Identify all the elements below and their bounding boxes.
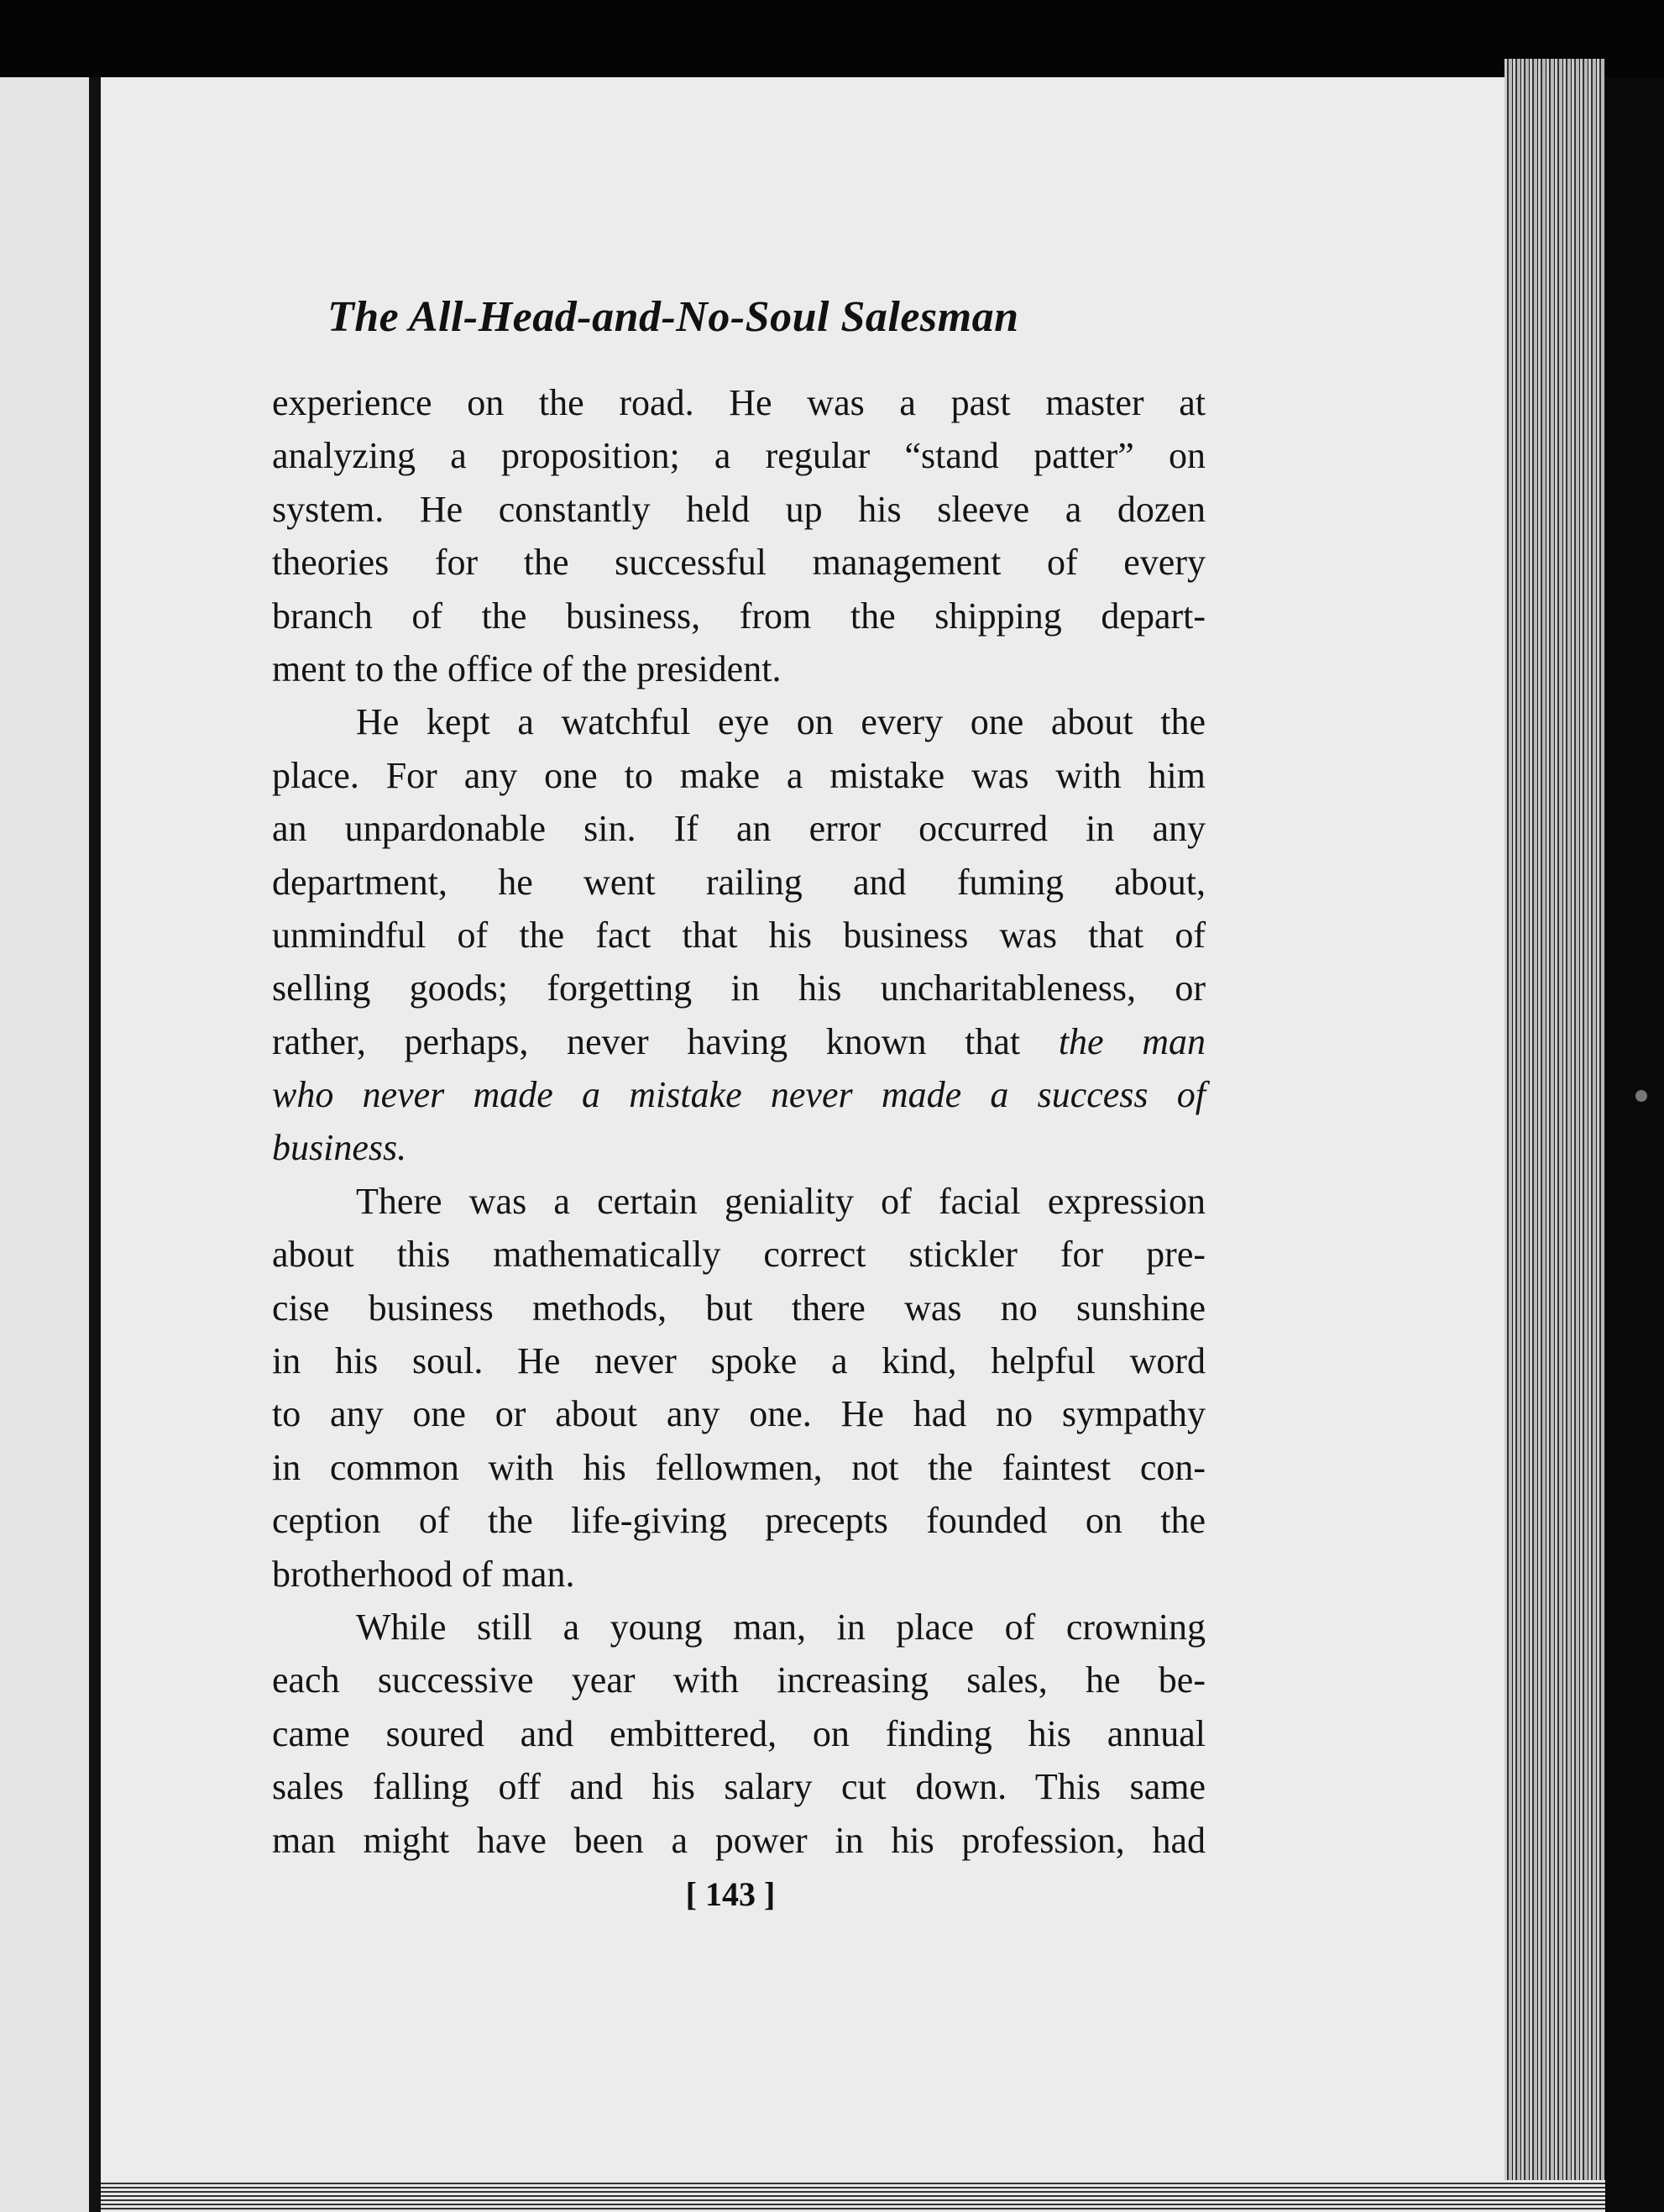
line-text: each successive year with increasing sales, he be- — [272, 1659, 1206, 1701]
line-text: unmindful of the fact that his business was that of — [272, 914, 1206, 956]
text-line — [272, 483, 1206, 536]
line-text: to any one or about any one. He had no sympathy — [272, 1393, 1206, 1435]
ink-blot — [1635, 1090, 1647, 1102]
line-text: experience on the road. He was a past master at — [272, 382, 1206, 423]
line-text: ment to the office of the president. — [272, 647, 782, 689]
line-text: analyzing a proposition; a regular “stand patter” on — [272, 435, 1206, 477]
line-text: theories for the successful management of every — [272, 542, 1206, 584]
facing-page-edge — [0, 77, 94, 2212]
text-line — [272, 1068, 1206, 1121]
line-text: branch of the business, from the shipping depart- — [272, 595, 1206, 637]
line-italic-text: business. — [272, 1127, 407, 1169]
page-bottom-edge — [101, 2180, 1605, 2212]
text-line — [272, 590, 1206, 642]
line-text: in common with his fellowmen, not the faintest con- — [272, 1446, 1206, 1488]
page-stack-edge — [1504, 59, 1605, 2212]
text-line — [272, 1707, 1206, 1760]
line-text: selling goods; forgetting in his uncharitableness, or — [272, 967, 1206, 1009]
body-text — [272, 376, 1206, 1867]
text-line — [272, 1814, 1206, 1867]
line-text: ception of the life-giving precepts founded on the — [272, 1500, 1206, 1542]
text-line — [272, 1441, 1206, 1494]
line-text: system. He constantly held up his sleeve a dozen — [272, 488, 1206, 530]
line-text: in his soul. He never spoke a kind, helpful word — [272, 1340, 1206, 1382]
text-line — [272, 1228, 1206, 1281]
line-text: place. For any one to make a mistake was with him — [272, 754, 1206, 796]
text-line — [272, 1015, 1206, 1068]
text-line — [272, 1654, 1206, 1706]
text-line — [272, 856, 1206, 909]
line-text: man might have been a power in his profession, had — [272, 1819, 1206, 1861]
text-line — [272, 536, 1206, 589]
line-text: He kept a watchful eye on every one about the — [356, 701, 1206, 743]
text-line — [272, 909, 1206, 962]
text-line — [272, 376, 1206, 429]
line-text: about this mathematically correct stickler for pre- — [272, 1234, 1206, 1276]
text-line — [272, 1282, 1206, 1334]
page-number: [ 143 ] — [685, 1875, 776, 1913]
line-text: sales falling off and his salary cut down. This same — [272, 1766, 1206, 1808]
line-text: cise business methods, but there was no sunshine — [272, 1287, 1206, 1329]
line-text: brotherhood of man. — [272, 1553, 575, 1595]
line-italic-text: who never made a mistake never made a success of — [272, 1074, 1206, 1116]
text-line — [272, 695, 1206, 748]
line-text: While still a young man, in place of crowning — [356, 1606, 1206, 1648]
scan-top-border — [0, 0, 1664, 77]
text-line — [272, 429, 1206, 482]
line-text: came soured and embittered, on finding his annual — [272, 1712, 1206, 1754]
running-head: The All-Head-and-No-Soul Salesman — [327, 293, 1019, 341]
text-line — [272, 1175, 1206, 1228]
line-text: rather, perhaps, never having known that — [272, 1020, 1021, 1062]
text-line — [272, 1601, 1206, 1654]
text-line — [272, 802, 1206, 855]
line-italic-text: the man — [1058, 1020, 1206, 1062]
text-line — [272, 1760, 1206, 1813]
line-text: There was a certain geniality of facial expression — [356, 1180, 1206, 1222]
line-text: department, he went railing and fuming about, — [272, 861, 1206, 903]
text-line — [272, 962, 1206, 1014]
text-line — [272, 642, 1206, 695]
text-line — [272, 1334, 1206, 1387]
text-line — [272, 749, 1206, 802]
text-line — [272, 1548, 1206, 1601]
text-line — [272, 1494, 1206, 1547]
line-text: an unpardonable sin. If an error occurred in any — [272, 808, 1206, 850]
text-line — [272, 1121, 1206, 1174]
text-line — [272, 1387, 1206, 1440]
book-gutter — [89, 77, 101, 2212]
